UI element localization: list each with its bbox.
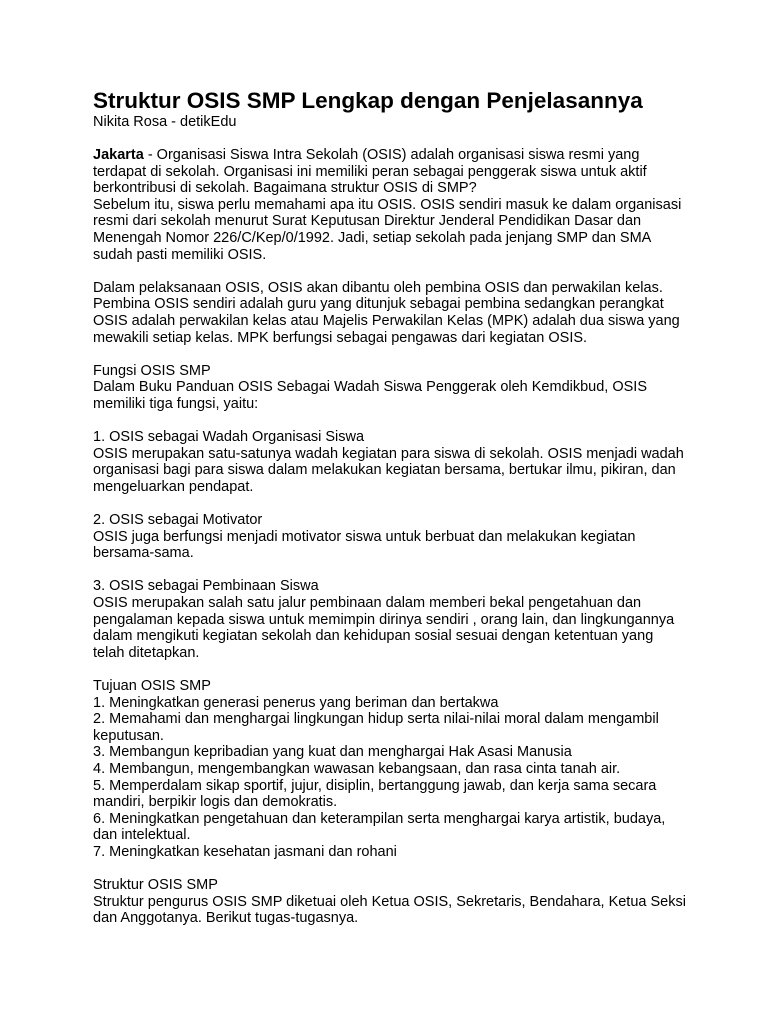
text-line: pengalaman kepada siswa untuk memimpin dirinya sendiri , orang lain, dan lingkungannya [93, 611, 675, 628]
text-line: 5. Memperdalam sikap sportif, jujur, disiplin, bertanggung jawab, dan kerja sama secara [93, 777, 657, 794]
text-line: 3. Membangun kepribadian yang kuat dan menghargai Hak Asasi Manusia [93, 744, 572, 761]
text-line: Dalam pelaksanaan OSIS, OSIS akan dibantu oleh pembina OSIS dan perwakilan kelas. [93, 279, 663, 296]
text-line: bersama-sama. [93, 545, 194, 562]
text-line: berkontribusi di sekolah. Bagaimana struktur OSIS di SMP? [93, 180, 477, 197]
text-line: Sebelum itu, siswa perlu memahami apa itu OSIS. OSIS sendiri masuk ke dalam organisasi [93, 196, 682, 213]
paragraph [93, 363, 693, 413]
text-line: 1. OSIS sebagai Wadah Organisasi Siswa [93, 429, 365, 446]
paragraph [93, 877, 693, 927]
paragraph-list [93, 280, 693, 927]
text-line: OSIS merupakan satu-satunya wadah kegiatan para siswa di sekolah. OSIS menjadi wadah [93, 445, 684, 462]
text-line [93, 147, 693, 164]
paragraph [93, 512, 693, 562]
text-line: Pembina OSIS sendiri adalah guru yang ditunjuk sebagai pembina sedangkan perangkat [93, 296, 664, 313]
page-title: Struktur OSIS SMP Lengkap dengan Penjelasannya [93, 88, 643, 113]
text-line: Menengah Nomor 226/C/Kep/0/1992. Jadi, setiap sekolah pada jenjang SMP dan SMA [93, 229, 652, 246]
text-line: 7. Meningkatkan kesehatan jasmani dan rohani [93, 843, 397, 860]
text-line: dan intelektual. [93, 827, 191, 844]
text-line: keputusan. [93, 727, 164, 744]
text-line: resmi dari sekolah menurut Surat Keputusan Direktur Jenderal Pendidikan Dasar dan [93, 213, 642, 230]
text-line: telah ditetapkan. [93, 644, 200, 661]
text-line: 3. OSIS sebagai Pembinaan Siswa [93, 578, 319, 595]
intro-first-line: - Organisasi Siswa Intra Sekolah (OSIS) adalah organisasi siswa resmi yang [143, 147, 640, 163]
text-line: Fungsi OSIS SMP [93, 362, 211, 379]
article-body [93, 147, 693, 927]
text-line: Struktur pengurus OSIS SMP diketuai oleh Ketua OSIS, Sekretaris, Bendahara, Ketua Seksi [93, 893, 686, 910]
text-line: memiliki tiga fungsi, yaitu: [93, 395, 259, 412]
paragraph [93, 280, 693, 346]
text-line: 2. Memahami dan menghargai lingkungan hidup serta nilai-nilai moral dalam mengambil [93, 711, 659, 728]
text-line: mandiri, berpikir logis dan demokratis. [93, 794, 338, 811]
text-line: Tujuan OSIS SMP [93, 678, 211, 694]
text-line: sudah pasti memiliki OSIS. [93, 246, 267, 263]
intro-paragraph [93, 147, 693, 263]
text-line: terdapat di sekolah. Organisasi ini memiliki peran sebagai penggerak siswa untuk aktif [93, 163, 647, 180]
text-line: 1. Meningkatkan generasi penerus yang beriman dan bertakwa [93, 694, 499, 711]
text-line: dalam mengikuti kegiatan sekolah dan kehidupan sosial sesuai dengan ketentuan yang [93, 628, 654, 645]
text-line: mengeluarkan pendapat. [93, 478, 254, 495]
text-line: OSIS merupakan salah satu jalur pembinaan dalam memberi bekal pengetahuan dan [93, 595, 642, 612]
text-line: OSIS juga berfungsi menjadi motivator siswa untuk berbuat dan melakukan kegiatan [93, 528, 636, 545]
paragraph [93, 578, 693, 661]
text-line: Dalam Buku Panduan OSIS Sebagai Wadah Siswa Penggerak oleh Kemdikbud, OSIS [93, 379, 648, 396]
text-line: mewakili setiap kelas. MPK berfungsi sebagai pengawas dari kegiatan OSIS. [93, 329, 588, 346]
text-line: organisasi bagi para siswa dalam melakukan kegiatan bersama, bertukar ilmu, pikiran, dan [93, 462, 676, 479]
paragraph [93, 429, 693, 495]
paragraph [93, 678, 693, 861]
text-line: 6. Meningkatkan pengetahuan dan keterampilan serta menghargai karya artistik, budaya, [93, 810, 666, 827]
text-line: OSIS adalah perwakilan kelas atau Majelis Perwakilan Kelas (MPK) adalah dua siswa yang [93, 312, 680, 329]
text-line: 2. OSIS sebagai Motivator [93, 512, 263, 529]
dateline: Jakarta [93, 147, 144, 163]
byline: Nikita Rosa - detikEdu [93, 114, 237, 130]
text-line: dan Anggotanya. Berikut tugas-tugasnya. [93, 910, 359, 927]
text-line: 4. Membangun, mengembangkan wawasan kebangsaan, dan rasa cinta tanah air. [93, 760, 621, 777]
text-line: Struktur OSIS SMP [93, 877, 218, 894]
